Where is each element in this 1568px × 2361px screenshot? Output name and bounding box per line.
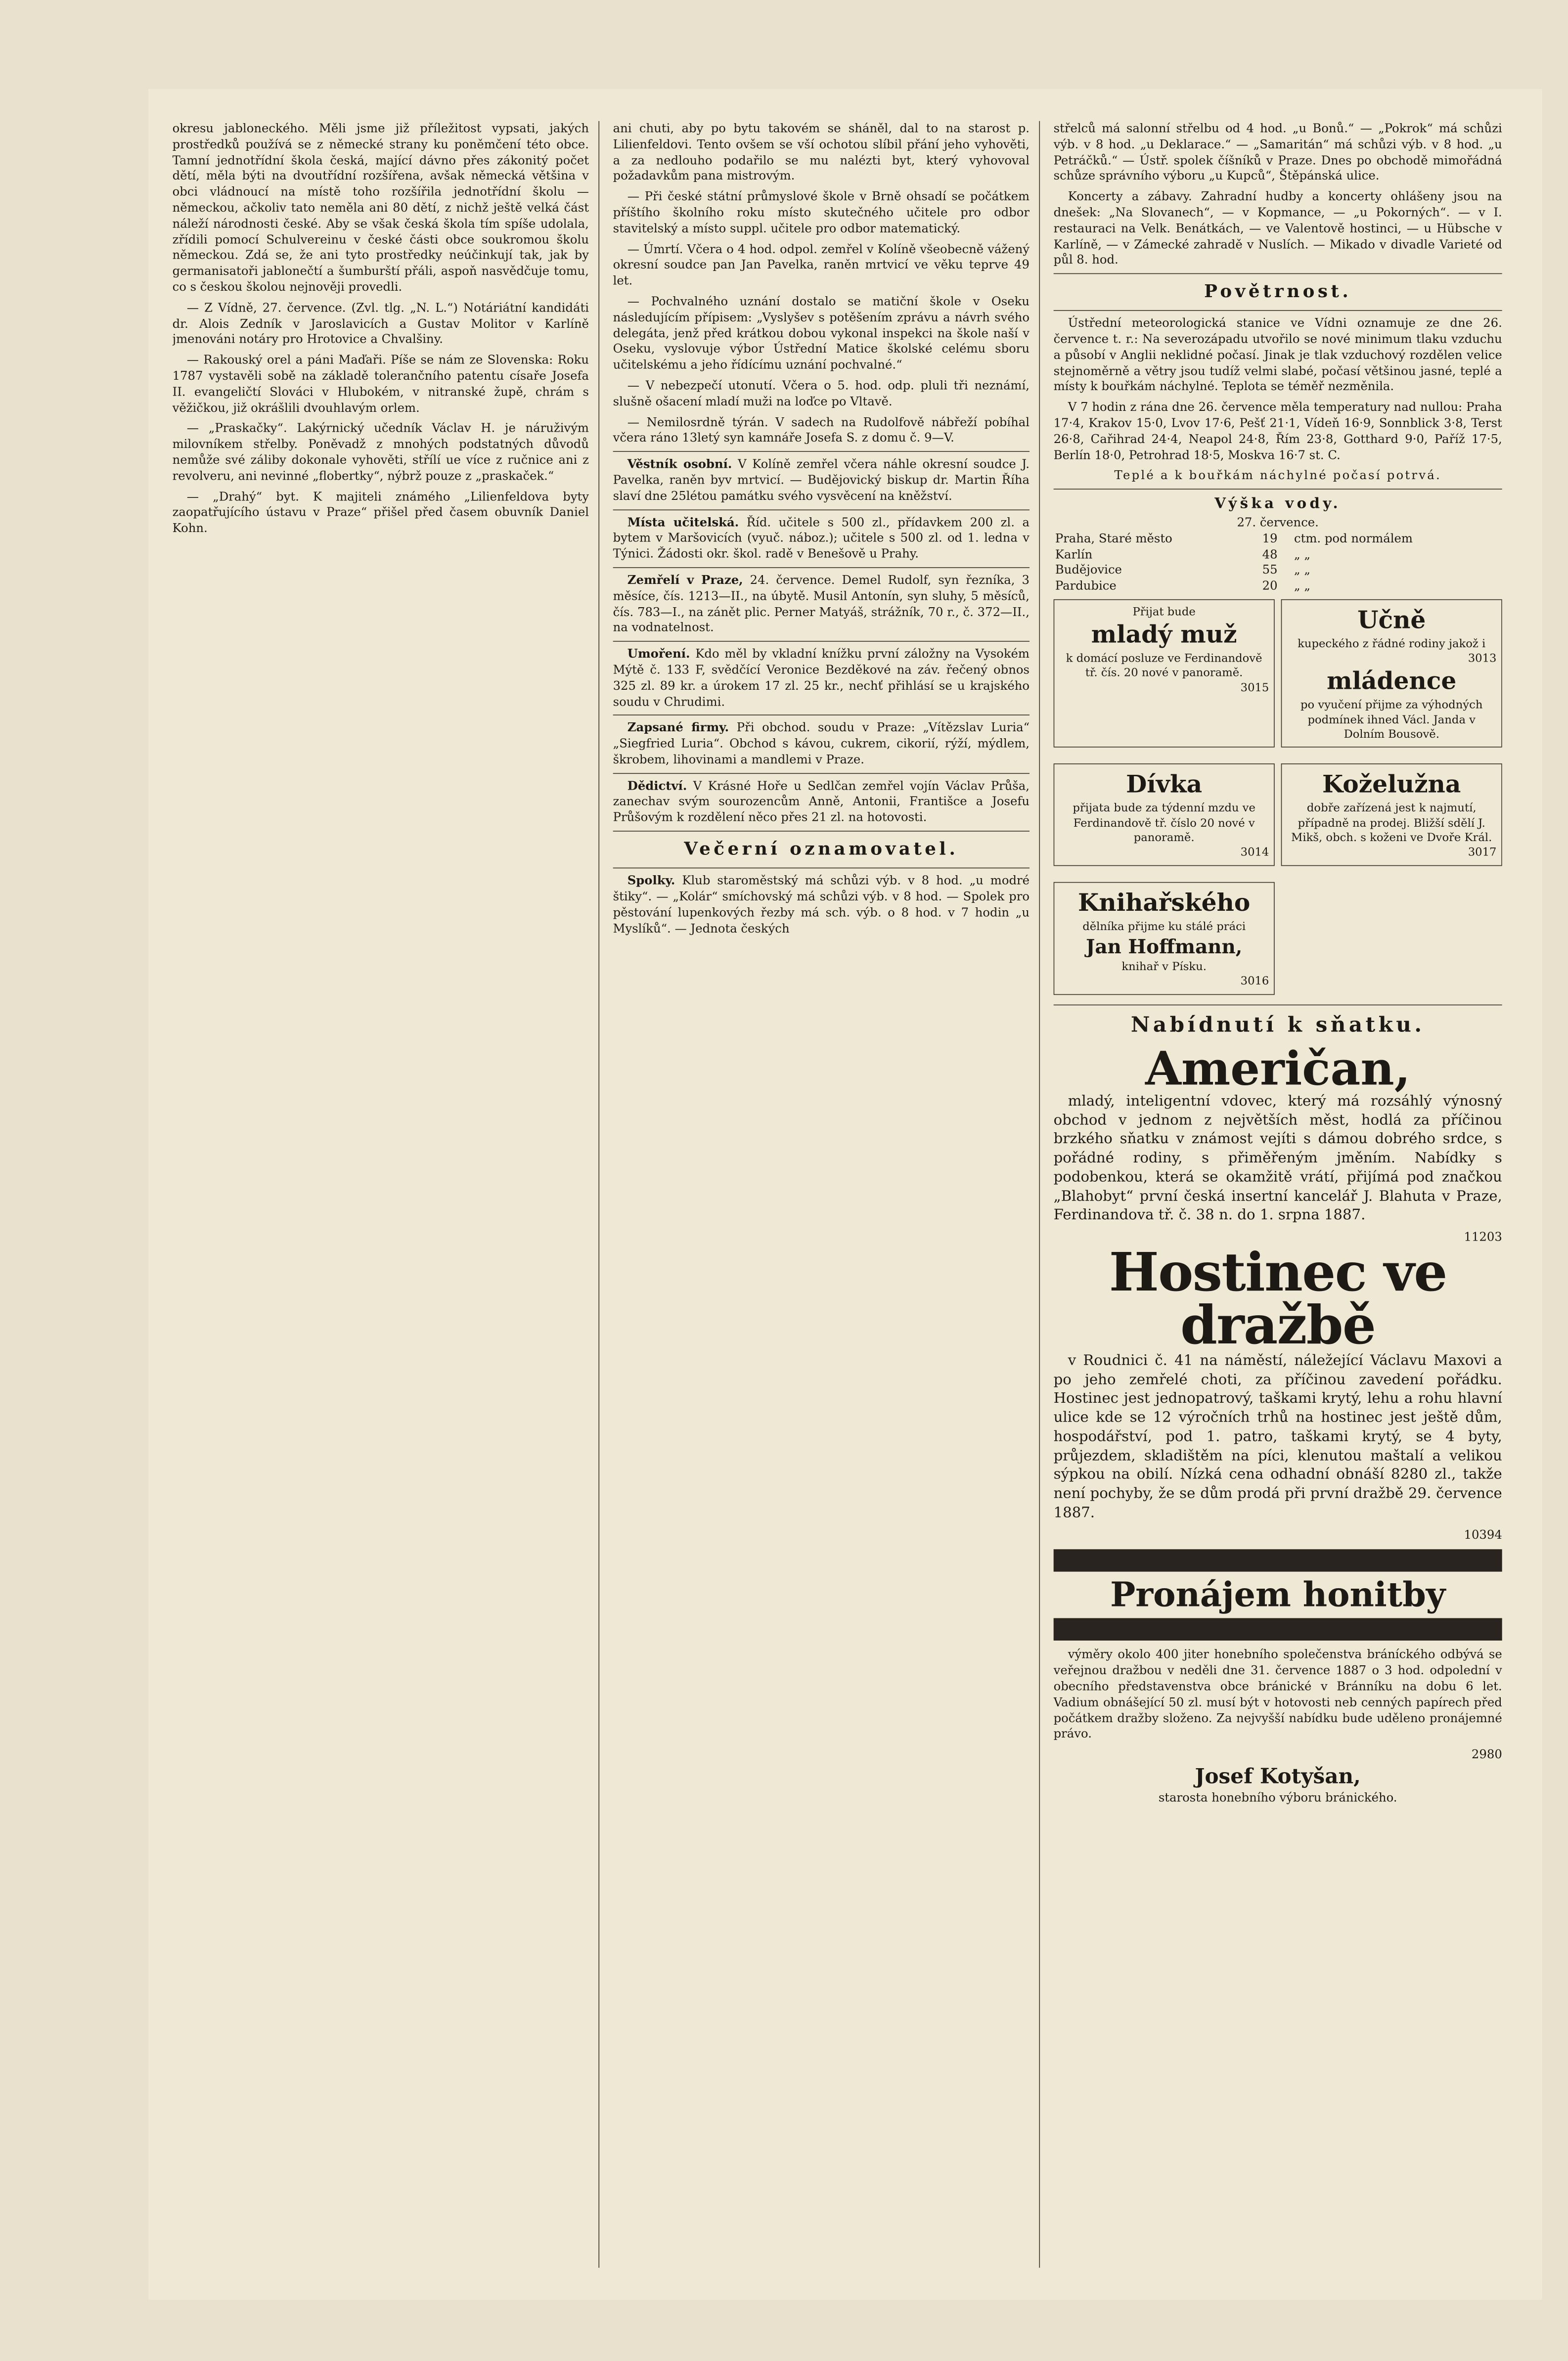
water-note: „ „ [1294,546,1310,562]
table-row [1054,547,1502,563]
divider [1054,310,1502,311]
ad-pre: Přijat bude [1132,605,1196,619]
inn-heading: Hostinec ve dražbě [1109,1241,1447,1356]
ad-number: 3017 [1468,846,1497,859]
table-row [1054,531,1502,547]
ads-grid [1054,594,1502,999]
weather-title: Povětrnost. [1204,281,1352,303]
ad-body: kupeckého z řádné rodiny jakož i [1298,637,1486,650]
section-body: Při obchod. soudu v Praze: „Vítězslav Luria“ „Siegfried Luria“. Obchod s kávou, cukrem, cikorií, rýží, mýdlem, škrobem, lihovinami a mandlemi v Praze. [613,720,1030,767]
evening-title: Večerní oznamovatel. [684,839,959,860]
black-band [1054,1618,1502,1641]
section-head: Dědictví. [627,778,687,793]
ad-mlady-muz [1054,599,1275,748]
ad-number: 2980 [1471,1747,1502,1762]
column-2 [613,121,1030,2268]
article-paragraph: — Při české státní průmyslové škole v Brně ohsadí se počátkem příštího školního roku místo skutečného učitele pro odbor stavitelský a místo suppl. učitele pro odbor matematický. [613,189,1030,236]
divider [1054,273,1502,274]
ad-body: dobře zařízená jest k najmutí, případně na prodej. Bližší sdělí J. Mikš, obch. s koženi ve Dvoře Král. [1291,802,1492,845]
section-head: Umoření. [627,646,690,661]
table-row [1054,563,1502,579]
divider [1054,489,1502,490]
ad-body: přijata bude za týdenní mzdu ve Ferdinandově tř. číslo 20 nové v panoramě. [1073,802,1255,845]
water-value: 19 [1262,531,1278,545]
ad-number: 3016 [1240,975,1269,988]
water-date: 27. července. [1237,515,1319,530]
ad-number: 3015 [1240,681,1269,695]
water-note: „ „ [1294,562,1310,578]
table-row [1054,579,1502,594]
divider [613,868,1030,869]
divider [613,451,1030,452]
newspaper-page [148,89,1542,2300]
ad-title: Učně [1357,606,1426,635]
ad-body: dělníka přijme ku stálé práci [1082,920,1246,933]
ad-ucne [1281,599,1502,748]
section-body: 24. července. Demel Rudolf, syn řezníka, 3 měsíce, čís. 1213—II., na úbytě. Musil Antonín, syn sluhy, 5 měsíců, čís. 783—I., na zánět plic. Perner Matyáš, strážník, 70 r., č. 372—II., na vodnatelnost. [613,573,1030,635]
ad-title: Knihařského [1078,889,1251,917]
ad-divka [1054,764,1275,866]
water-note: ctm. pod normálem [1294,531,1413,545]
water-value: 55 [1262,562,1278,578]
divider [1054,1004,1502,1005]
divider [613,641,1030,642]
water-value: 20 [1262,578,1278,593]
ad-title: mladý muž [1091,621,1237,649]
ad-kozeluzna [1281,764,1502,866]
hunt-heading: Pronájem honitby [1110,1575,1446,1615]
article-paragraph: okresu jabloneckého. Měli jsme již příležitost vypsati, jakých prostředků používá se z německé strany ku poněmčení této obce. Tamní jednotřídní škola česká, mající dávno přes zákonitý počet dětí, měla býti na dvoutřídní rozšířena, avšak německá většina v obci vládnoucí na místě toho rozšířila jednotřídní školu — německou, ačkoliv tato neměla ani 80 dětí, z nichž ještě velká část náleží národnosti české. Aby se však česká škola tím spíše udolala, zřídili pomocí Schulvereinu v české části obce soukromou školu německou. Zdá se, že ani tyto prostředky neúčinkují tak, jak by germanisatoři jablonečtí a šumburští přáli, aspoň nasvědčuje tomu, co s českou školou nejnověji provedli. [172,121,589,294]
weather-paragraph: Ústřední meteorologická stanice ve Vídni oznamuje ze dne 26. července t. r.: Na severozápadu utvořilo se nové minimum tlaku vzduchu a působí v Anglii neklidné počasí. Jinak je tlak vzduchový rozdělen velice stejnoměrně a větry jsou tudíž velmi slabé, počasí většinou jasné, teplé a místy k bouřkám náchylné. Teplota se téměř nezměnila. [1053,315,1502,394]
water-place: Pardubice [1055,578,1117,593]
black-band [1054,1550,1502,1572]
water-value: 48 [1262,546,1278,562]
section-head: Spolky. [627,873,675,888]
column-rule [598,121,599,2268]
divider [613,773,1030,774]
article-paragraph: — Úmrtí. Včera o 4 hod. odpol. zemřel v Kolíně všeobecně vážený okresní soudce pan Jan Pavelka, raněn mrtvicí ve věku teprve 49 let. [613,241,1030,288]
marriage-title: Nabídnutí k sňatku. [1130,1013,1425,1037]
article-paragraph: — Nemilosrdně týrán. V sadech na Rudolfově nábřeží pobíhal včera ráno 13letý syn kamnáře Josefa S. z domu č. 9—V. [613,414,1030,445]
water-note: „ „ [1294,578,1310,593]
section-head: Věstník osobní. [627,456,732,471]
divider [613,831,1030,832]
divider [613,715,1030,716]
water-place: Karlín [1055,546,1093,562]
section-head: Zemřelí v Praze, [627,573,743,587]
american-paragraph: mladý, inteligentní vdovec, který má rozsáhlý výnosný obchod v jednom z největších měst, hodlá za příčinou brzkého sňatku v známost vejíti s dámou dobrého srdce, s pořádné rodiny, s přiměřeným jměním. Nabídky s podobenkou, která se okamžitě vrátí, přijímá pod značkou „Blahobyt“ první česká insertní kancelář J. Blahuta v Praze, Ferdinandova tř. č. 38 n. do 1. srpna 1887. [1053,1092,1502,1224]
ad-place: knihař v Písku. [1121,960,1207,973]
ad-number: 11203 [1464,1230,1502,1245]
article-paragraph: — „Praskačky“. Lakýrnický učedník Václav H. je náruživým milovníkem střelby. Poněvadž z mnohých podstatných důvodů nemůže své záliby dokonale vyhověti, střílí ue více z ručnice ani z revolveru, ani nevinné „flobertky“, nýbrž pouze z „praskaček.“ [172,421,589,483]
divider [613,567,1030,568]
column-3 [1054,121,1502,2268]
ad-body: k domácí posluze ve Ferdinandově tř. čís. 20 nové v panoramě. [1066,652,1262,680]
column-1 [173,121,589,2268]
divider [613,509,1030,510]
section-body: Říd. učitele s 500 zl., přídavkem 200 zl. a bytem v Maršovicích (vyuč. náboz.); učitele s 500 zl. od 1. ledna v Týnici. Žádosti okr. škol. radě v Benešově u Prahy. [613,515,1030,561]
ad-number: 3014 [1240,846,1269,859]
column-rule [1039,121,1040,2268]
ad-name: Jan Hoffmann, [1085,935,1243,958]
ad-number: 3013 [1468,652,1497,665]
section-body: V Kolíně zemřel včera náhle okresní soudce J. Pavelka, raněn byv mrtvicí. — Budějovický biskup dr. Martin Říha slaví dne 25létou památku svého vysvěcení na kněžství. [613,456,1030,503]
section-body: Kdo měl by vkladní knížku první záložny na Vysokém Mýtě č. 133 F, svědčící Veronice Bezděkové na záv. řečený obnos 325 zl. 89 kr. a úrokem 17 zl. 25 kr., nechť přihlásí se u krajského soudu v Chrudimi. [613,646,1030,709]
article-paragraph: ani chuti, aby po bytu takovém se sháněl, dal to na starost p. Lilienfeldovi. Tento ovšem se vší ochotou slíbil přání jeho vyhověti, a za nedlouho podařilo se mu nalézti byt, který vyhovoval požadavkům pana mistrovým. [613,121,1030,183]
water-place: Praha, Staré město [1055,531,1172,545]
hunt-signature: Josef Kotyšan, [1195,1765,1361,1789]
ad-title: Dívka [1126,771,1203,800]
article-paragraph: — Rakouský orel a páni Maďaři. Píše se nám ze Slovenska: Roku 1787 vystavěli sobě na základě tolerančního patentu císaře Josefa II. evangeličtí Slováci v Hlubokém, v nitranské župě, chrám s věžičkou, již okrášlili dvouhlavým orlem. [172,353,589,415]
american-heading: Američan, [1145,1041,1411,1096]
section-head: Místa učitelská. [627,515,739,530]
inn-paragraph: v Roudnici č. 41 na náměstí, náležející Václavu Maxovi a po jeho zemřelé choti, za příčinou zavedení pořádku. Hostinec jest jednopatrový, taškami krytý, lehu a rohu hlavní ulice kde se 12 výročních trhů na hostinec jest ještě dům, hospodářství, pod 1. patro, taškami krytý, se 4 byty, průjezdem, skladištěm na píci, klenutou maštalí a velikou sýpkou na obilí. Nízká cena odhadní obnáší 8280 zl., takže není pochyby, že se dům prodá při první dražbě 29. července 1887. [1053,1352,1502,1521]
section-body: Klub staroměstský má schůzi výb. v 8 hod. „u modré štiky“. — „Kolár“ smíchovský má schůzi výb. v 8 hod. — Spolek pro pěstování lupenkových řezby má sch. výb. o 8 hod. v 7 hodin „u Myslíků“. — Jednota českých [613,873,1030,935]
ad-number: 10394 [1464,1527,1502,1542]
ad-knihar [1054,882,1275,995]
article-paragraph: — V nebezpečí utonutí. Včera o 5. hod. odp. pluli tři neznámí, slušně ošacení mladí muži na loďce po Vltavě. [613,378,1030,408]
article-paragraph: — Z Vídně, 27. července. (Zvl. tlg. „N. L.“) Notáriátní kandidáti dr. Alois Zedník v Jaroslavicích a Gustav Molitor v Karlíně jmenováni notáry pro Hrotovice a Chvalšiny. [172,300,589,347]
article-paragraph: — Pochvalného uznání dostalo se matiční škole v Oseku následujícím přípisem: „Vyslyšev s potěšením zprávu a návrh svého delegáta, jenž před krátkou dobou vykonal inspekci na škole naší v Oseku, vyslovuje výbor Ústřední Matice školské celému sboru učitelskému a jeho řídícímu uznání pochvalné.“ [613,294,1030,372]
water-table [1054,531,1502,594]
hunt-sign-role: starosta honebního výboru bránického. [1158,1790,1397,1805]
ad-body: po vyučení přijme za výhodných podmínek ihned Václ. Janda v Dolním Bousově. [1300,698,1483,741]
weather-temps: V 7 hodin z rána dne 26. července měla temperatury nad nullou: Praha 17·4, Krakov 15·0, Lvov 17·6, Pešť 21·1, Vídeň 16·9, Sonnblick 3·8, Terst 26·8, Cařihrad 24·4, Neapol 24·8, Řím 23·8, Gotthard 9·0, Paříž 17·5, Berlín 18·0, Petrohrad 18·5, Moskva 16·7 st. C. [1053,400,1502,462]
ad-title: mládence [1327,668,1457,696]
section-head: Zapsané firmy. [627,720,729,735]
article-paragraph: střelců má salonní střelbu od 4 hod. „u Bonů.“ — „Pokrok“ má schůzi výb. v 8 hod. „u Deklarace.“ — „Samaritán“ má schůzi výb. v 8 hod. „u Petráčků.“ — Ústř. spolek číšníků v Praze. Dnes po obchodě mimořádná schůze správního výboru „u Kupců“, Štěpánská ulice. [1053,121,1502,183]
article-paragraph: — „Drahý“ byt. K majiteli známého „Lilienfeldova byty zaopatřujícího ústavu v Praze“ přišel před časem obuvník Daniel Kohn. [172,489,589,535]
water-title: Výška vody. [1214,495,1342,512]
weather-forecast: Teplé a k bouřkám náchylné počasí potrvá. [1114,468,1441,483]
water-place: Budějovice [1055,562,1122,578]
ad-title: Koželužna [1322,771,1461,800]
hunt-paragraph: výměry okolo 400 jiter honebního společenstva bráníckého odbývá se veřejnou dražbou v neděli dne 31. července 1887 o 3 hod. odpolední v obecního představenstva obce bránické v Bránníku na dobu 6 let. Vadium obnášející 50 zl. musí být v hotovosti neb cenných papírech před počátkem dražby složeno. Za nejvyšší nabídku bude uděleno pronájemné právo. [1053,1647,1502,1741]
section-body: V Krásné Hoře u Sedlčan zemřel vojín Václav Průša, zanechav svým sourozencům Anně, Antonii, Františce a Josefu Průšovým k rozdělení něco přes 21 zl. na hotovosti. [613,778,1030,825]
concerts-paragraph: Koncerty a zábavy. Zahradní hudby a koncerty ohlášeny jsou na dnešek: „Na Slovanech“, — v Kopmance, — „u Pokorných“. — v I. restauraci na Velk. Benátkách, — ve Valentově hostinci, — u Hübsche v Karlíně, — v Zámecké zahradě v Nuslích. — Mikado v divadle Varieté od půl 8. hod. [1053,189,1502,267]
